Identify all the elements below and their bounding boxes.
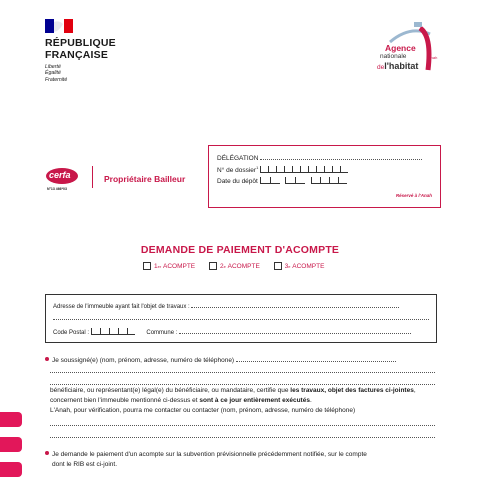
divider (92, 166, 93, 188)
paragraph-demande: Je demande le paiement d'un acompte sur la subvention prévisionnelle précédemment notifiée, sur le compte dont le RIB est ci-joint. (45, 450, 437, 470)
dotted-line[interactable] (50, 437, 435, 438)
bullet-icon (45, 451, 49, 455)
paragraph-certification: bénéficiaire, ou représentant(e) légal(e) du bénéficiaire, ou mandataire, certifie que les travaux, objet des factures ci-jointes, concernent bien l'immeuble mentionné ci-dessus et sont à ce jour entièrement exécutés. (50, 387, 416, 404)
anah-habitat: del'habitat (377, 61, 419, 71)
delegation-field[interactable] (260, 153, 422, 160)
anah-acronym: Anah (428, 55, 438, 60)
postal-row: Code Postal : Commune : (53, 327, 411, 336)
address-field[interactable] (191, 301, 399, 308)
checkbox-1[interactable] (143, 262, 151, 270)
commune-field[interactable] (179, 327, 411, 334)
postal-code-field[interactable] (91, 328, 135, 335)
depot-year-field[interactable] (311, 177, 347, 184)
checkbox-2[interactable] (209, 262, 217, 270)
option-3[interactable]: 3 e ACOMPTE (274, 262, 325, 270)
dotted-line[interactable] (50, 425, 435, 426)
dotted-line[interactable] (50, 372, 435, 373)
option-2[interactable]: 2 e ACOMPTE (209, 262, 260, 270)
paragraph-soussigne: Je soussigné(e) (nom, prénom, adresse, numéro de téléphone) (45, 355, 437, 366)
address-row: Adresse de l'immeuble ayant fait l'objet de travaux : (53, 301, 399, 310)
option-1[interactable]: 1 er ACOMPTE (143, 262, 195, 270)
address-field-2[interactable] (53, 313, 429, 320)
marianne-logo (45, 19, 73, 33)
side-tab[interactable] (0, 412, 22, 427)
cerfa-badge-text: cerfa (49, 170, 71, 180)
republique-francaise-title: RÉPUBLIQUE FRANÇAISE (45, 37, 116, 61)
delegation-box (208, 145, 441, 208)
depot-month-field[interactable] (285, 177, 305, 184)
bullet-icon (45, 357, 49, 361)
address-box (45, 294, 437, 343)
paragraph-contact: L'Anah, pour vérification, pourra me contacter ou contacter (nom, prénom, adresse, numéro de téléphone) (50, 407, 356, 414)
republic-motto: Liberté Égalité Fraternité (45, 64, 68, 83)
reserved-note: Réservé à l'Anah (395, 193, 432, 198)
dossier-number-field[interactable] (260, 166, 348, 173)
dossier-row: N° de dossier$^1$ (217, 165, 348, 174)
side-tab[interactable] (0, 437, 22, 452)
delegation-row: DÉLÉGATION (217, 153, 422, 162)
dotted-line[interactable] (50, 384, 435, 385)
side-tab[interactable] (0, 462, 22, 477)
form-title: DEMANDE DE PAIEMENT D'ACOMPTE (140, 244, 340, 256)
acompte-options (143, 262, 336, 272)
soussigne-field[interactable] (236, 355, 396, 362)
anah-agence: Agence (385, 43, 416, 53)
cerfa-number: N°13 466*03 (47, 187, 67, 191)
audience-label: Propriétaire Bailleur (104, 174, 186, 184)
depot-day-field[interactable] (260, 177, 280, 184)
checkbox-3[interactable] (274, 262, 282, 270)
address-row-2 (53, 313, 429, 322)
depot-row: Date du dépôt (217, 177, 347, 185)
anah-nationale: nationale (380, 53, 407, 60)
